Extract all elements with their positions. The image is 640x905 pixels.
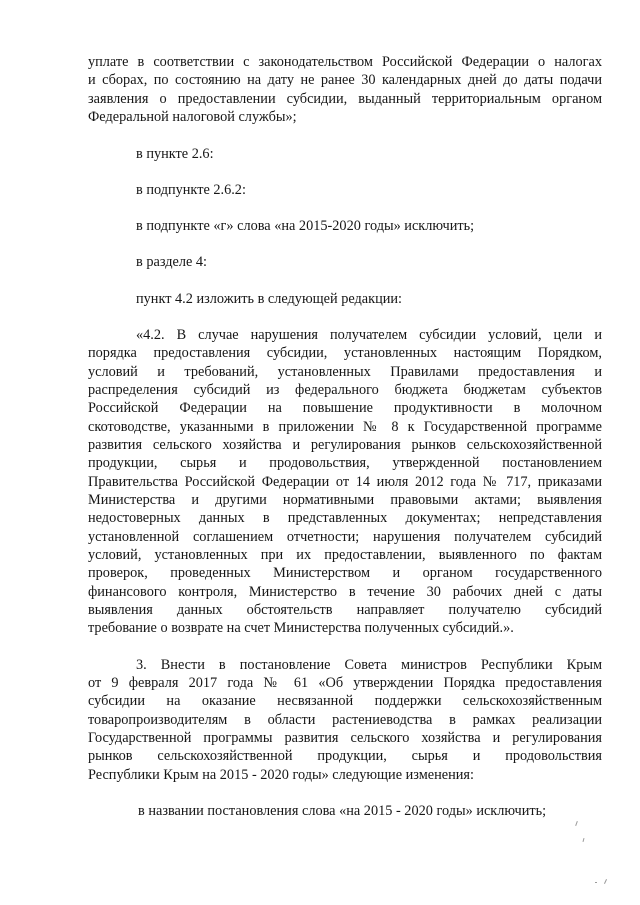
clause-4-2-line-11: недостоверных данных в представленных документах; непредставления	[88, 510, 602, 526]
item-clause-4-2-intro: пункт 4.2 изложить в следующей редакции:	[136, 291, 403, 307]
point-3-line-6: рынков сельскохозяйственной продукции, сырья и продовольствия	[88, 748, 602, 764]
clause-4-2-line-12: установленной соглашением отчетности; нарушения получателем субсидий	[88, 529, 602, 545]
clause-4-2-line-3: условий и требований, установленных Правилами предоставления и	[88, 364, 602, 380]
point-3-line-2: от 9 февраля 2017 года № 61 «Об утверждении Порядка предоставления	[88, 675, 602, 691]
scan-speck	[604, 879, 607, 884]
clause-4-2-line-10: Министерства и другими нормативными правовыми актами; выявления	[88, 492, 602, 508]
point-3-line-4: товаропроизводителям в области растениеводства в рамках реализации	[88, 712, 602, 728]
point-3-line-7: Республики Крым на 2015 - 2020 годы» следующие изменения:	[88, 767, 474, 783]
clause-4-2-line-9: Правительства Российской Федерации от 14 июля 2012 года № 717, приказами	[88, 474, 602, 490]
scan-speck	[582, 838, 584, 842]
item-clause-2-6: в пункте 2.6:	[136, 146, 214, 162]
clause-4-2-line-7: развития сельского хозяйства и регулирования рынков сельскохозяйственной	[88, 437, 602, 453]
item-section-4: в разделе 4:	[136, 254, 208, 270]
clause-4-2-line-2: порядка предоставления субсидии, установленных настоящим Порядком,	[88, 345, 602, 361]
point-3-line-3: субсидии на оказание несвязанной поддержки сельскохозяйственным	[88, 693, 602, 709]
clause-4-2-line-15: финансового контроля, Министерство в течение 30 рабочих дней с даты	[88, 584, 602, 600]
clause-4-2-line-16: выявления данных обстоятельств направляет получателю субсидий	[88, 602, 602, 618]
clause-4-2-line-14: проверок, проведенных Министерством и органом государственного	[88, 565, 602, 581]
clause-4-2-line-13: условий, установленных при их предоставлении, выявленного по фактам	[88, 547, 602, 563]
point-3-line-1: 3. Внести в постановление Совета министров Республики Крым	[136, 657, 602, 673]
item-subparagraph-g: в подпункте «г» слова «на 2015-2020 годы» исключить;	[136, 218, 475, 234]
intro-line-3: заявления о предоставлении субсидии, выданный территориальным органом	[88, 91, 602, 107]
clause-4-2-line-1: «4.2. В случае нарушения получателем субсидии условий, цели и	[136, 327, 602, 343]
scan-speck	[595, 882, 597, 883]
clause-4-2-line-5: Российской Федерации на повышение продуктивности в молочном	[88, 400, 602, 416]
clause-4-2-line-6: скотоводстве, указанными в приложении № 8 к Государственной программе	[88, 419, 602, 435]
scan-speck	[575, 821, 578, 826]
intro-line-4: Федеральной налоговой службы»;	[88, 109, 297, 125]
clause-4-2-line-17: требование о возврате на счет Министерства полученных субсидий.».	[88, 620, 514, 636]
item-subclause-2-6-2: в подпункте 2.6.2:	[136, 182, 246, 198]
point-3-line-5: Государственной программы развития сельского хозяйства и регулирования	[88, 730, 602, 746]
clause-4-2-line-4: распределения субсидий из федерального бюджета бюджетам субъектов	[88, 382, 602, 398]
intro-line-1: уплате в соответствии с законодательством Российской Федерации о налогах	[88, 54, 602, 70]
clause-4-2-line-8: продукции, сырья и продовольствия, утвержденной постановлением	[88, 455, 602, 471]
item-title-change: в названии постановления слова «на 2015 - 2020 годы» исключить;	[138, 803, 547, 819]
intro-line-2: и сборах, по состоянию на дату не ранее 30 календарных дней до даты подачи	[88, 72, 602, 88]
